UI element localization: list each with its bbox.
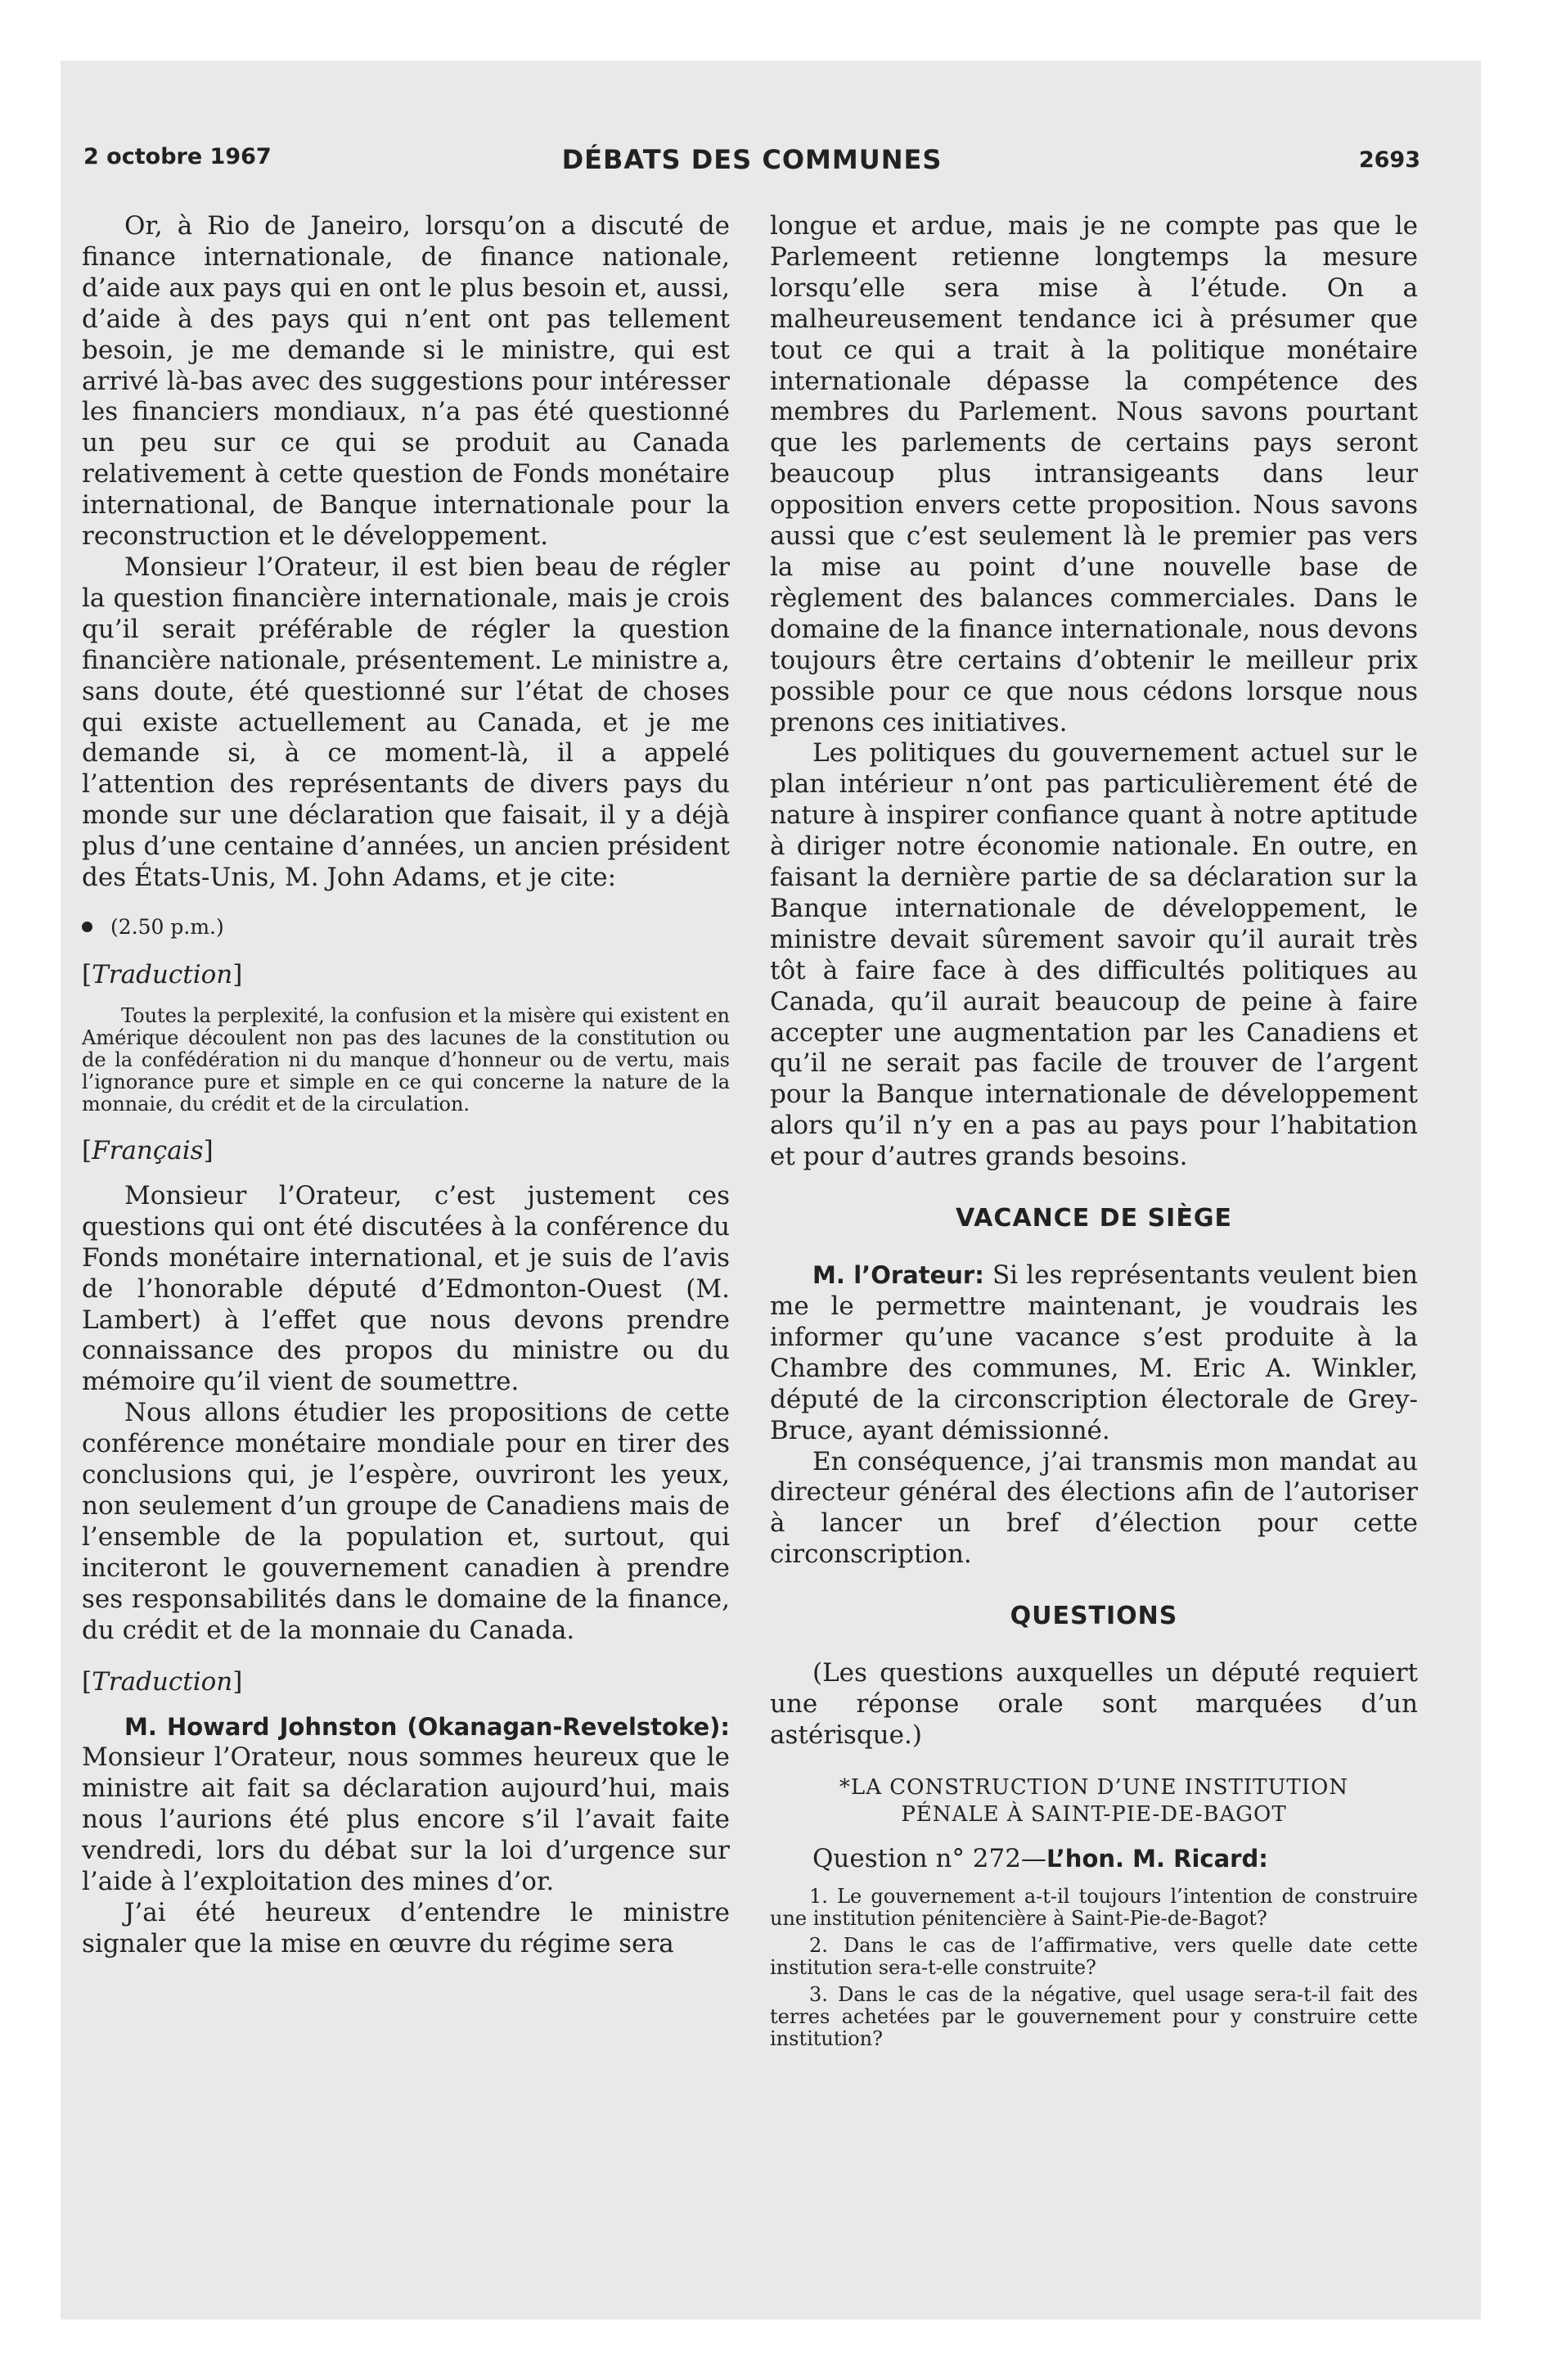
translation-tag: [Traduction] (82, 959, 243, 989)
question-item: 3. Dans le cas de la négative, quel usage sera-t-il fait des terres achetées par le gouvernement pour y construire cette institution? (770, 1982, 1418, 2050)
language-tag-text: Français (92, 1135, 204, 1165)
speech-orateur (770, 1260, 1418, 1446)
paragraph: Or, à Rio de Janeiro, lorsqu’on a discuté de finance internationale, de finance nationale, d’aide aux pays qui en ont le plus besoin et, aussi, d’aide à des pays qui n’ent ont pas tellement besoin, je me demande si le ministre, qui est arrivé là-bas avec des suggestions pour intéresser les financiers mondiaux, n’a pas été questionné un peu sur ce qui se produit au Canada relativement à cette question de Fonds monétaire international, de Banque internationale pour la reconstruction et le développement. (82, 211, 730, 552)
page-header (83, 144, 1420, 185)
question-author: L’hon. M. Ricard: (1046, 1844, 1268, 1873)
section-heading-vacance: VACANCE DE SIÈGE (956, 1204, 1232, 1233)
question-item: 1. Le gouvernement a-t-il toujours l’intention de construire une institution pénitencière à Saint-Pie-de-Bagot? (770, 1884, 1418, 1930)
section-heading-questions: QUESTIONS (1010, 1602, 1178, 1631)
paragraph: longue et ardue, mais je ne compte pas que le Parlemeent retienne longtemps la mesure lorsqu’elle sera mise à l’étude. On a malheureusement tendance ici à présumer que tout ce qui a trait à la politique monétaire internationale dépasse la compétence des membres du Parlement. Nous savons pourtant que les parlements de certains pays seront beaucoup plus intransigeants dans leur opposition envers cette proposition. Nous savons aussi que c’est seulement là le premier pas vers la mise au point d’une nouvelle base de règlement des balances commerciales. Dans le domaine de la finance internationale, nous devons toujours être certains d’obtenir le meilleur prix possible pour ce que nous cédons lorsque nous prenons ces initiatives. (770, 211, 1418, 737)
subheading-line: PÉNALE À SAINT-PIE-DE-BAGOT (901, 1801, 1287, 1827)
language-tag: [Français] (82, 1135, 214, 1165)
paragraph: Monsieur l’Orateur, il est bien beau de régler la question financière internationale, mais je crois qu’il serait préférable de régler la question financière nationale, présentement. Le ministre a, sans doute, été questionné sur l’état de choses qui existe actuellement au Canada, et je me demande si, à ce moment-là, il a appelé l’attention des représentants de divers pays du monde sur une déclaration que faisait, il y a déjà plus d’une centaine d’années, un ancien président des États-Unis, M. John Adams, et je cite: (82, 552, 730, 893)
speaker-name: M. l’Orateur: (812, 1261, 984, 1290)
subheading-line: *LA CONSTRUCTION D’UNE INSTITUTION (839, 1774, 1349, 1800)
left-column (82, 211, 730, 1960)
translation-tag: [Traduction] (82, 1666, 243, 1697)
paragraph: En conséquence, j’ai transmis mon mandat au directeur général des élections afin de l’autoriser à lancer un bref d’élection pour cette circonscription. (770, 1446, 1418, 1570)
time-marker (82, 915, 730, 940)
question-line (770, 1843, 1418, 1874)
paragraph: J’ai été heureux d’entendre le ministre signaler que la mise en œuvre du régime sera (82, 1897, 730, 1959)
paragraph: Monsieur l’Orateur, c’est justement ces questions qui ont été discutées à la conférence du Fonds monétaire international, et je suis de l’avis de l’honorable député d’Edmonton-Ouest (M. Lambert) à l’effet que nous devons prendre connaissance des propos du ministre ou du mémoire qu’il vient de soumettre. (82, 1180, 730, 1397)
header-date: 2 octobre 1967 (83, 144, 272, 169)
speech-text: Si les représentants veulent bien me le permettre maintenant, je voudrais les informer qu’une vacance s’est produite à la Chambre des communes, M. Eric A. Winkler, député de la circonscription électorale de Grey-Bruce, ayant démissionné. (770, 1260, 1418, 1445)
speaker-name: M. Howard Johnston (Okanagan-Revelstoke): (124, 1712, 730, 1741)
question-label: Question n° 272— (812, 1843, 1046, 1873)
translation-tag-text: Traduction (92, 959, 233, 989)
translation-tag-text: Traduction (92, 1666, 233, 1697)
time-marker-text: (2.50 p.m.) (110, 914, 224, 939)
right-column (770, 211, 1418, 2055)
paragraph: Les politiques du gouvernement actuel sur le plan intérieur n’ont pas particulièrement été de nature à inspirer confiance quant à notre aptitude à diriger notre économie nationale. En outre, en faisant la dernière partie de sa déclaration sur la Banque internationale de développement, le ministre devait sûrement savoir qu’il aurait très tôt à faire face à des difficultés politiques au Canada, qu’il aurait beaucoup de peine à faire accepter une augmentation par les Canadiens et qu’il ne serait pas facile de trouver de l’argent pour la Banque internationale de développement alors qu’il n’y en a pas au pays pour l’habitation et pour d’autres grands besoins. (770, 738, 1418, 1172)
question-item: 2. Dans le cas de l’affirmative, vers quelle date cette institution sera-t-elle construite? (770, 1933, 1418, 1979)
header-title: DÉBATS DES COMMUNES (561, 144, 943, 175)
speech-johnston (82, 1712, 730, 1898)
page-number: 2693 (1358, 147, 1420, 173)
speech-text: Monsieur l’Orateur, nous sommes heureux que le ministre ait fait sa déclaration aujourd’hui, mais nous l’aurions été plus encore s’il l’avait faite vendredi, lors du débat sur la loi d’urgence sur l’aide à l’exploitation des mines d’or. (82, 1742, 730, 1897)
block-quote: Toutes la perplexité, la confusion et la misère qui existent en Amérique découlent non pas des lacunes de la constitution ou de la confédération ni du manque d’honneur ou de vertu, mais l’ignorance pure et simple en ce qui concerne la nature de la monnaie, du crédit et de la circulation. (82, 1003, 730, 1116)
paragraph: (Les questions auxquelles un député requiert une réponse orale sont marquées d’un astérisque.) (770, 1658, 1418, 1750)
question-subheading (770, 1774, 1418, 1828)
bullet-icon (82, 922, 92, 932)
paragraph: Nous allons étudier les propositions de cette conférence monétaire mondiale pour en tirer des conclusions qui, je l’espère, ouvriront les yeux, non seulement d’un groupe de Canadiens mais de l’ensemble de la population et, surtout, qui inciteront le gouvernement canadien à prendre ses responsabilités dans le domaine de la finance, du crédit et de la monnaie du Canada. (82, 1398, 730, 1645)
